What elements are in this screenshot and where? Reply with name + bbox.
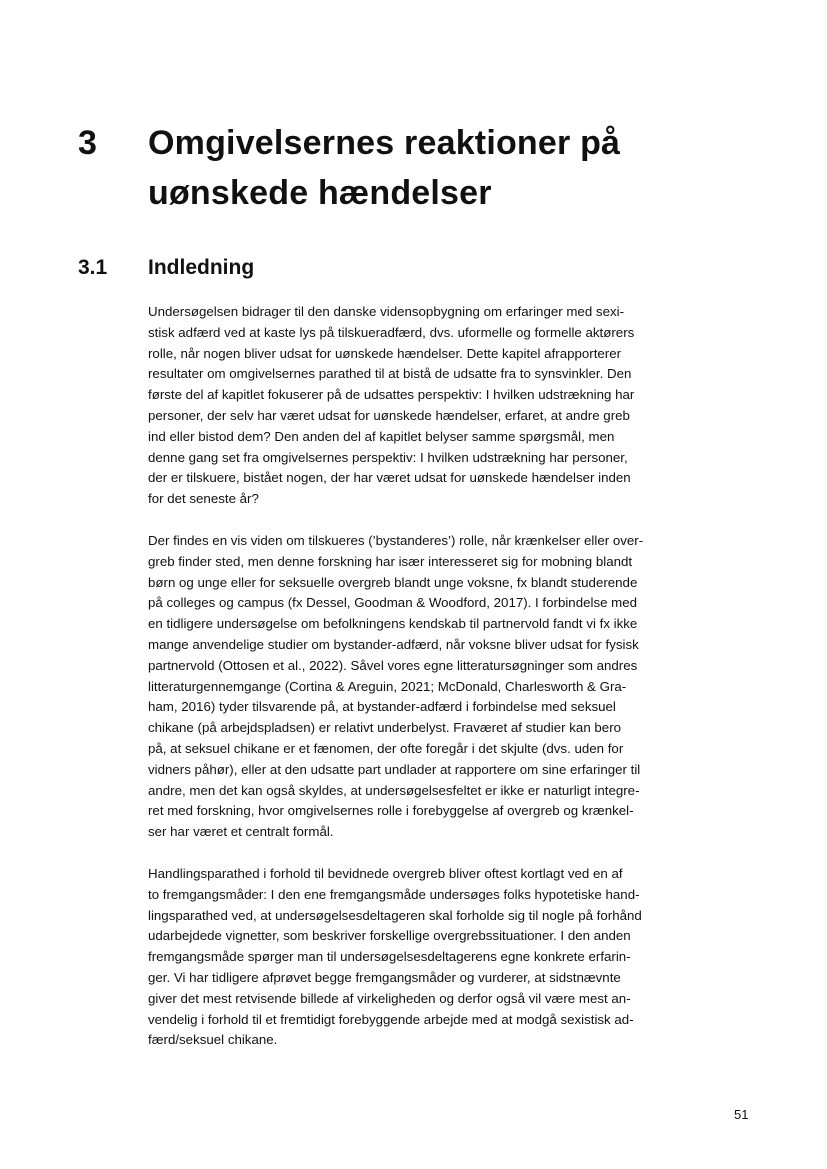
text-line: to fremgangsmåder: I den ene fremgangsmåde undersøges folks hypotetiske hand- [148, 886, 640, 902]
text-line: rolle, når nogen bliver udsat for uønskede hændelser. Dette kapitel afrapporterer [148, 345, 622, 361]
text-line: lingsparathed ved, at undersøgelsesdeltageren skal forholde sig til nogle på forhånd [148, 907, 642, 923]
text-line: ger. Vi har tidligere afprøvet begge fremgangsmåder og vurderer, at sidstnævnte [148, 969, 621, 985]
text-line: Handlingsparathed i forhold til bevidnede overgreb bliver oftest kortlagt ved en af [148, 865, 623, 881]
body-text [148, 302, 704, 1072]
text-line: Der findes en vis viden om tilskueres (’bystanderes’) rolle, når krænkelser eller over- [148, 532, 644, 548]
chapter-number: 3 [78, 124, 97, 162]
text-line: personer, der selv har været udsat for uønskede hændelser, erfaret, at andre greb [148, 407, 630, 423]
text-line: færd/seksuel chikane. [148, 1032, 278, 1048]
paragraph [148, 864, 704, 1051]
text-line: litteraturgennemgange (Cortina & Areguin, 2021; McDonald, Charlesworth & Gra- [148, 678, 627, 694]
text-line: for det seneste år? [148, 491, 259, 507]
text-line: ind eller bistod dem? Den anden del af kapitlet belyser samme spørgsmål, men [148, 428, 615, 444]
section-heading [78, 254, 778, 284]
text-line: mange anvendelige studier om bystander-adfærd, når voksne bliver udsat for fysisk [148, 636, 639, 652]
text-line: udarbejdede vignetter, som beskriver forskellige overgrebssituationer. I den anden [148, 928, 631, 944]
text-line: på, at seksuel chikane er et fænomen, der ofte foregår i det skjulte (dvs. uden for [148, 740, 624, 756]
section-title: Indledning [148, 256, 255, 279]
text-line: der er tilskuere, bistået nogen, der har været udsat for uønskede hændelser inden [148, 470, 631, 486]
text-line: stisk adfærd ved at kaste lys på tilskueradfærd, dvs. uformelle og formelle aktørers [148, 324, 635, 340]
text-line: denne gang set fra omgivelsernes perspektiv: I hvilken udstrækning har personer, [148, 449, 628, 465]
text-line: chikane (på arbejdspladsen) er relativt underbelyst. Fraværet af studier kan bero [148, 720, 622, 736]
text-line: på colleges og campus (fx Dessel, Goodman & Woodford, 2017). I forbindelse med [148, 595, 638, 611]
paragraph [148, 531, 704, 843]
page-number: 51 [734, 1107, 749, 1122]
text-line: ret med forskning, hvor omgivelsernes rolle i forebyggelse af overgreb og krænkel- [148, 803, 634, 819]
text-line: Undersøgelsen bidrager til den danske vidensopbygning om erfaringer med sexi- [148, 304, 624, 319]
paragraph [148, 302, 704, 510]
text-line: giver det mest retvisende billede af virkeligheden og derfor også vil være mest an- [148, 990, 631, 1006]
chapter-title-line: uønskede hændelser [148, 174, 492, 212]
text-line: vidners påhør), eller at den udsatte part undlader at rapportere om sine erfaringer til [148, 761, 641, 777]
text-line: resultater om omgivelsernes parathed til at bistå de udsatte fra to synsvinkler. Den [148, 366, 632, 382]
text-line: vendelig i forhold til et fremtidigt forebyggende arbejde med at modgå sexistisk ad- [148, 1011, 634, 1027]
text-line: ser har været et centralt formål. [148, 824, 334, 840]
text-line: fremgangsmåde spørger man til undersøgelsesdeltagerens egne konkrete erfarin- [148, 949, 631, 965]
text-line: børn og unge eller for seksuelle overgreb blandt unge voksne, fx blandt studerende [148, 574, 638, 590]
text-line: partnervold (Ottosen et al., 2022). Såvel vores egne litteratursøgninger som andres [148, 657, 638, 673]
text-line: første del af kapitlet fokuserer på de udsattes perspektiv: I hvilken udstrækning har [148, 387, 635, 403]
chapter-title-line: Omgivelsernes reaktioner på [148, 124, 621, 162]
text-line: greb finder sted, men denne forskning har især interesseret sig for mobning blandt [148, 553, 633, 569]
chapter-title [148, 118, 768, 218]
text-line: en tidligere undersøgelse om befolkningens kendskab til partnervold fandt vi fx ikke [148, 616, 638, 632]
text-line: andre, men det kan også skyldes, at undersøgelsesfeltet er ikke er naturligt integre- [148, 782, 640, 798]
text-line: ham, 2016) tyder tilsvarende på, at bystander-adfærd i forbindelse med seksuel [148, 699, 616, 715]
section-number: 3.1 [78, 256, 108, 279]
